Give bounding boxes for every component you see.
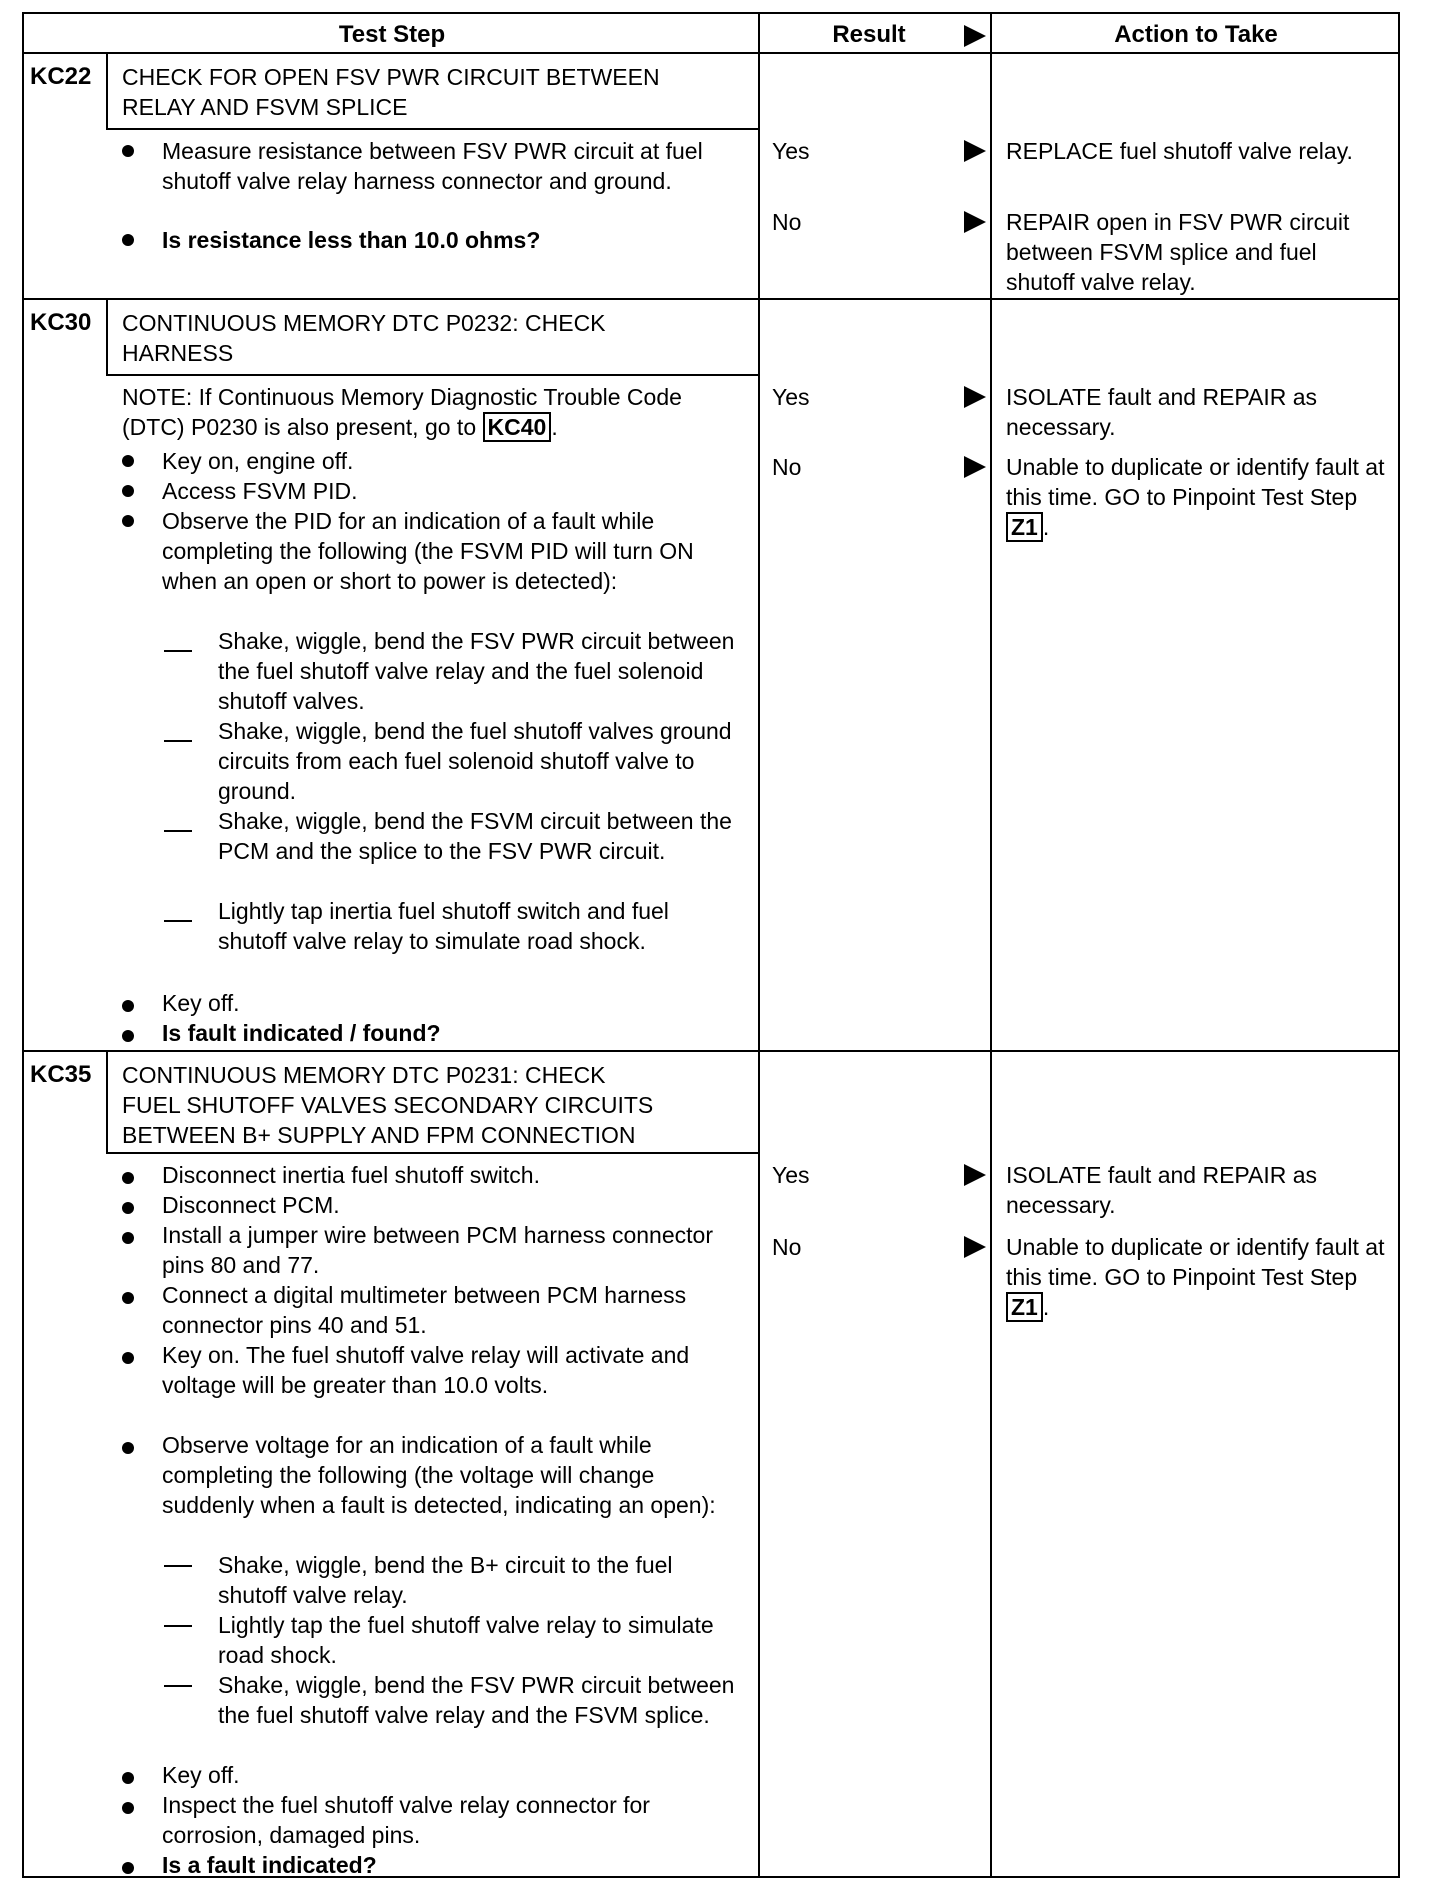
kc30-z1-ref-link[interactable]: Z1 — [1006, 512, 1043, 542]
bullet-icon — [122, 1172, 134, 1184]
kc35-question: Is a fault indicated? — [162, 1852, 377, 1878]
kc30-note-ref-link[interactable]: KC40 — [483, 412, 552, 442]
bullet-icon — [122, 1232, 134, 1244]
kc35-z1-ref-link[interactable]: Z1 — [1006, 1292, 1043, 1322]
kc30-item-key-off: Key off. — [162, 990, 240, 1016]
dash-icon — [164, 830, 192, 832]
dash-icon — [164, 740, 192, 742]
kc30-subitem-2: Shake, wiggle, bend the fuel shutoff valves ground circuits from each fuel solenoid shutoff valve to ground. — [218, 718, 732, 804]
bullet-icon — [122, 1772, 134, 1784]
dash-icon — [164, 1625, 192, 1627]
kc22-action-yes: REPLACE fuel shutoff valve relay. — [1006, 138, 1353, 164]
bullet-icon — [122, 1030, 134, 1042]
step-title-kc30: CONTINUOUS MEMORY DTC P0232: CHECK — [122, 310, 606, 336]
bullet-icon — [122, 485, 134, 497]
kc30-action-no-text: Unable to duplicate or identify fault at this time. GO to Pinpoint Test Step — [1006, 454, 1385, 510]
header-action: Action to Take — [1114, 21, 1278, 48]
dash-icon — [164, 1565, 192, 1567]
step-title-kc30: HARNESS — [122, 340, 234, 366]
kc35-item-4: Connect a digital multimeter between PCM harness connector pins 40 and 51. — [162, 1282, 687, 1338]
bullet-icon — [122, 1000, 134, 1012]
kc30-action-yes: ISOLATE fault and REPAIR as necessary. — [1006, 384, 1318, 440]
arrow-icon — [964, 140, 986, 162]
kc30-item-access-pid: Access FSVM PID. — [162, 478, 358, 504]
header-test-step: Test Step — [338, 21, 446, 48]
kc35-subitem-2: Lightly tap the fuel shutoff valve relay to simulate road shock. — [218, 1612, 714, 1668]
header-arrow-icon — [964, 25, 986, 47]
kc35-item-2: Disconnect PCM. — [162, 1192, 340, 1218]
bullet-icon — [122, 1352, 134, 1364]
kc35-action-no: Unable to duplicate or identify fault at this time. GO to Pinpoint Test Step Z1 . — [1006, 1234, 1385, 1320]
kc35-item-6: Observe voltage for an indication of a fault while completing the following (the voltage will change suddenly when a fault is detected, indicating an open): — [162, 1432, 716, 1518]
kc35-subitem-3: Shake, wiggle, bend the FSV PWR circuit between the fuel shutoff valve relay and the FSVM splice. — [218, 1672, 735, 1728]
arrow-icon — [964, 1236, 986, 1258]
kc30-subitem-3: Shake, wiggle, bend the FSVM circuit between the PCM and the splice to the FSV PWR circuit. — [218, 808, 732, 864]
kc30-action-no: Unable to duplicate or identify fault at this time. GO to Pinpoint Test Step Z1 . — [1006, 454, 1385, 540]
kc30-subitem-4: Lightly tap inertia fuel shutoff switch and fuel shutoff valve relay to simulate road shock. — [218, 898, 669, 954]
dash-icon — [164, 650, 192, 652]
dash-icon — [164, 1685, 192, 1687]
arrow-icon — [964, 1164, 986, 1186]
kc30-subitem-1: Shake, wiggle, bend the FSV PWR circuit between the fuel shutoff valve relay and the fuel solenoid shutoff valves. — [218, 628, 735, 714]
arrow-icon — [964, 211, 986, 233]
bullet-icon — [122, 1442, 134, 1454]
kc35-item-5: Key on. The fuel shutoff valve relay will activate and voltage will be greater than 10.0 volts. — [162, 1342, 690, 1398]
kc30-result-yes: Yes — [772, 384, 810, 410]
kc22-question: Is resistance less than 10.0 ohms? — [162, 227, 541, 253]
header-result: Result — [832, 21, 906, 48]
bullet-icon — [122, 1862, 134, 1874]
kc30-note: NOTE: If Continuous Memory Diagnostic Trouble Code (DTC) P0230 is also present, go to KC40 . — [122, 384, 682, 440]
kc35-result-no: No — [772, 1234, 802, 1260]
step-code-kc22: KC22 — [30, 63, 92, 90]
kc35-result-yes: Yes — [772, 1162, 810, 1188]
bullet-icon — [122, 1292, 134, 1304]
kc35-item-1: Disconnect inertia fuel shutoff switch. — [162, 1162, 540, 1188]
step-code-kc35: KC35 — [30, 1061, 92, 1088]
kc35-action-no-text: Unable to duplicate or identify fault at this time. GO to Pinpoint Test Step — [1006, 1234, 1385, 1290]
kc30-question: Is fault indicated / found? — [162, 1020, 441, 1046]
bullet-icon — [122, 515, 134, 527]
kc22-action-no: REPAIR open in FSV PWR circuit between FSVM splice and fuel shutoff valve relay. — [1006, 209, 1350, 295]
kc35-item-key-off: Key off. — [162, 1762, 240, 1788]
bullet-icon — [122, 1802, 134, 1814]
kc35-item-inspect: Inspect the fuel shutoff valve relay connector for corrosion, damaged pins. — [162, 1792, 650, 1848]
step-code-kc30: KC30 — [30, 309, 92, 336]
bullet-icon — [122, 234, 134, 246]
kc22-item-measure: Measure resistance between FSV PWR circuit at fuel shutoff valve relay harness connector and ground. — [162, 138, 703, 194]
kc35-item-3: Install a jumper wire between PCM harness connector pins 80 and 77. — [162, 1222, 713, 1278]
bullet-icon — [122, 1202, 134, 1214]
step-title-kc22: CHECK FOR OPEN FSV PWR CIRCUIT BETWEEN — [122, 64, 660, 90]
bullet-icon — [122, 145, 134, 157]
kc30-note-text: NOTE: If Continuous Memory Diagnostic Trouble Code (DTC) P0230 is also present, go to — [122, 384, 682, 440]
kc30-result-no: No — [772, 454, 802, 480]
step-title-kc22: RELAY AND FSVM SPLICE — [122, 94, 408, 120]
kc35-action-yes: ISOLATE fault and REPAIR as necessary. — [1006, 1162, 1318, 1218]
kc22-result-no: No — [772, 209, 802, 235]
kc22-result-yes: Yes — [772, 138, 810, 164]
step-title-kc35: CONTINUOUS MEMORY DTC P0231: CHECK — [122, 1062, 606, 1088]
dash-icon — [164, 920, 192, 922]
step-title-kc35: FUEL SHUTOFF VALVES SECONDARY CIRCUITS — [122, 1092, 654, 1118]
kc35-subitem-1: Shake, wiggle, bend the B+ circuit to the fuel shutoff valve relay. — [218, 1552, 673, 1608]
arrow-icon — [964, 386, 986, 408]
bullet-icon — [122, 455, 134, 467]
kc30-item-observe: Observe the PID for an indication of a fault while completing the following (the FSVM PID will turn ON when an open or short to power is detected): — [162, 508, 694, 594]
step-title-kc35: BETWEEN B+ SUPPLY AND FPM CONNECTION — [122, 1122, 636, 1148]
kc30-item-key-on: Key on, engine off. — [162, 448, 354, 474]
arrow-icon — [964, 456, 986, 478]
